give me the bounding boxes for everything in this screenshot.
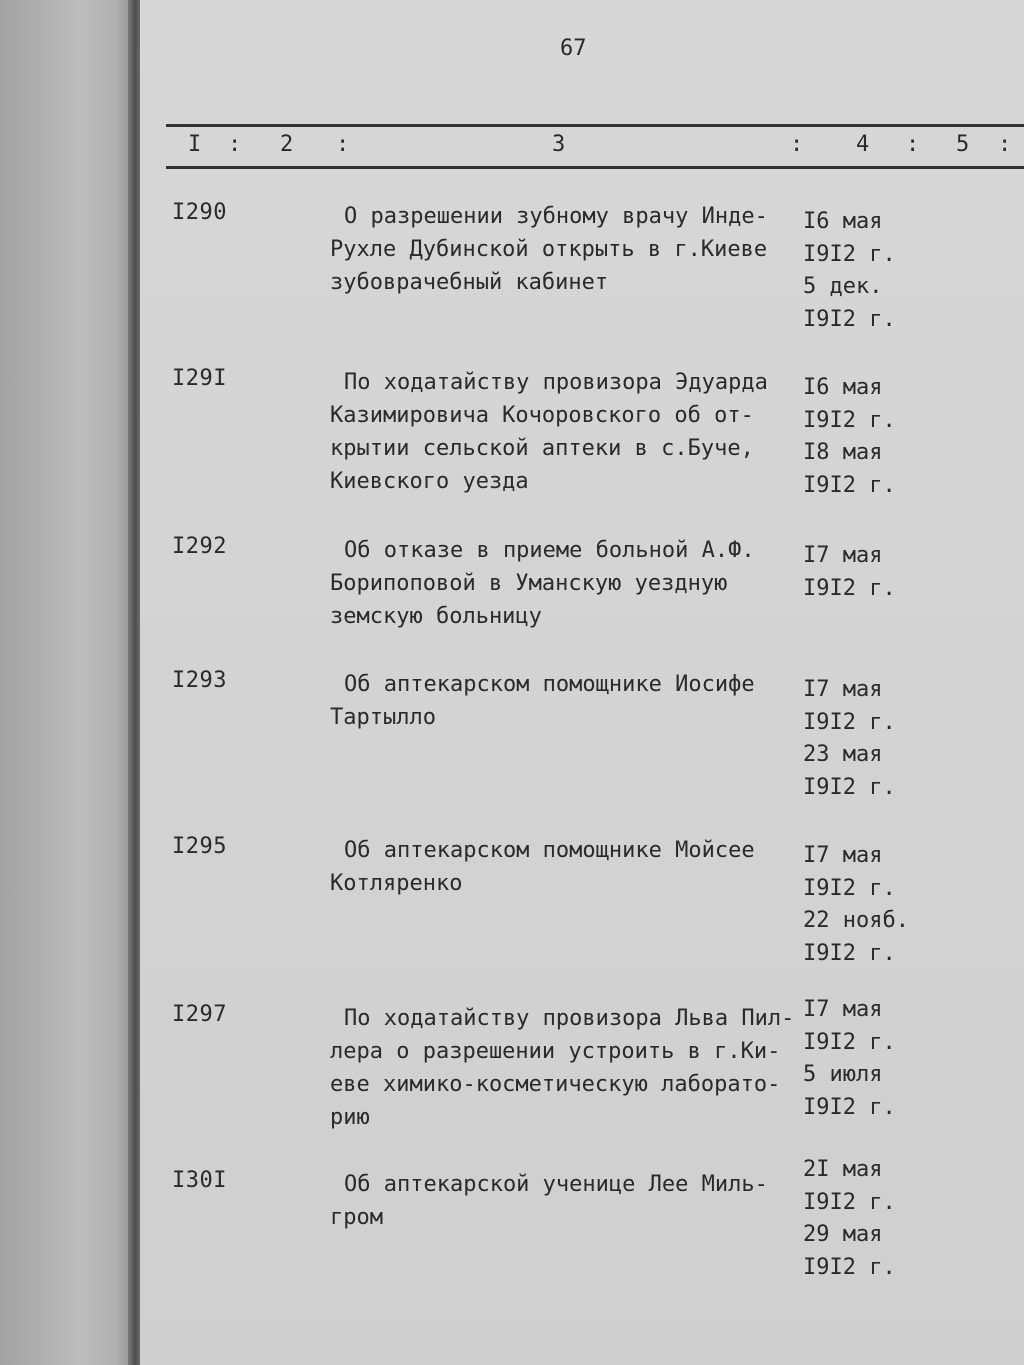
page-number: 67 bbox=[560, 36, 587, 61]
header-rule-top bbox=[166, 124, 1024, 127]
date-line: 5 июля bbox=[803, 1062, 883, 1087]
entry-dates bbox=[803, 1154, 896, 1284]
date-line: I9I2 г. bbox=[803, 774, 896, 800]
date-line: I9I2 г. bbox=[803, 241, 896, 267]
description-line: зубоврачебный кабинет bbox=[330, 270, 609, 295]
date-line: I9I2 г. bbox=[803, 472, 896, 498]
date-line: I6 мая bbox=[803, 375, 883, 400]
date-line: I9I2 г. bbox=[803, 940, 896, 966]
column-header-separator: : bbox=[906, 132, 920, 157]
column-header-row bbox=[140, 132, 1024, 162]
date-line: I9I2 г. bbox=[803, 709, 896, 735]
description-line: крытии сельской аптеки в с.Буче, bbox=[330, 436, 754, 461]
date-line: 22 нояб. bbox=[803, 908, 909, 933]
column-header-4: 4 bbox=[856, 132, 870, 157]
entry-description bbox=[330, 834, 800, 900]
column-header-separator: : bbox=[336, 132, 350, 157]
column-header-separator: : bbox=[228, 132, 242, 157]
entry-dates bbox=[803, 840, 909, 970]
entry-number: I292 bbox=[172, 534, 227, 559]
description-line: Котляренко bbox=[330, 871, 463, 896]
column-header-separator: : bbox=[998, 132, 1012, 157]
date-line: I9I2 г. bbox=[803, 1189, 896, 1215]
entry-number: I295 bbox=[172, 834, 227, 859]
entry-description bbox=[330, 534, 800, 633]
date-line: I9I2 г. bbox=[803, 306, 896, 332]
date-line: 5 дек. bbox=[803, 274, 883, 299]
description-line: Казимировича Кочоровского об от- bbox=[330, 403, 754, 428]
description-line: Киевского уезда bbox=[330, 469, 529, 494]
description-line: лера о разрешении устроить в г.Ки- bbox=[330, 1039, 781, 1064]
entry-dates bbox=[803, 206, 896, 336]
date-line: I6 мая bbox=[803, 209, 883, 234]
description-line: Тартылло bbox=[330, 705, 436, 730]
entry-number: I290 bbox=[172, 200, 227, 225]
document-page bbox=[140, 0, 1024, 1365]
entry-dates bbox=[803, 994, 896, 1124]
entry-number: I30I bbox=[172, 1168, 227, 1193]
description-line: земскую больницу bbox=[330, 604, 542, 629]
description-line: О разрешении зубному врачу Инде- bbox=[344, 204, 768, 229]
date-line: I9I2 г. bbox=[803, 1094, 896, 1120]
date-line: I9I2 г. bbox=[803, 1029, 896, 1055]
entry-number: I293 bbox=[172, 668, 227, 693]
entry-dates bbox=[803, 540, 896, 605]
column-header-5: 5 bbox=[956, 132, 970, 157]
date-line: I7 мая bbox=[803, 997, 883, 1022]
description-line: Об аптекарской ученице Лее Миль- bbox=[344, 1172, 768, 1197]
date-line: I9I2 г. bbox=[803, 1254, 896, 1280]
description-line: Об аптекарском помощнике Мойсее bbox=[344, 838, 755, 863]
date-line: I9I2 г. bbox=[803, 407, 896, 433]
entry-description bbox=[330, 366, 800, 498]
date-line: I9I2 г. bbox=[803, 575, 896, 601]
description-line: рию bbox=[330, 1105, 370, 1130]
date-line: 29 мая bbox=[803, 1222, 883, 1247]
date-line: 2I мая bbox=[803, 1157, 883, 1182]
description-line: Об отказе в приеме больной А.Ф. bbox=[344, 538, 755, 563]
column-header-3: 3 bbox=[552, 132, 566, 157]
entry-dates bbox=[803, 372, 896, 502]
date-line: 23 мая bbox=[803, 742, 883, 767]
entry-dates bbox=[803, 674, 896, 804]
description-line: Об аптекарском помощнике Иосифе bbox=[344, 672, 755, 697]
facing-page-edge bbox=[0, 0, 136, 1365]
date-line: I7 мая bbox=[803, 543, 883, 568]
entry-description bbox=[330, 1168, 800, 1234]
entry-number: I297 bbox=[172, 1002, 227, 1027]
entry-number: I29I bbox=[172, 366, 227, 391]
date-line: I7 мая bbox=[803, 677, 883, 702]
column-header-2: 2 bbox=[280, 132, 294, 157]
column-header-separator: : bbox=[790, 132, 804, 157]
description-line: еве химико-косметическую лаборато- bbox=[330, 1072, 781, 1097]
entry-description bbox=[330, 1002, 800, 1134]
description-line: По ходатайству провизора Эдуарда bbox=[344, 370, 768, 395]
entry-description bbox=[330, 200, 800, 299]
entry-description bbox=[330, 668, 800, 734]
description-line: Рухле Дубинской открыть в г.Киеве bbox=[330, 237, 768, 262]
description-line: гром bbox=[330, 1205, 383, 1230]
column-header-1: I bbox=[188, 132, 202, 157]
date-line: I7 мая bbox=[803, 843, 883, 868]
description-line: По ходатайству провизора Льва Пил- bbox=[344, 1006, 795, 1031]
description-line: Борипоповой в Уманскую уездную bbox=[330, 571, 728, 596]
date-line: I8 мая bbox=[803, 440, 883, 465]
header-rule-bottom bbox=[166, 166, 1024, 169]
date-line: I9I2 г. bbox=[803, 875, 896, 901]
